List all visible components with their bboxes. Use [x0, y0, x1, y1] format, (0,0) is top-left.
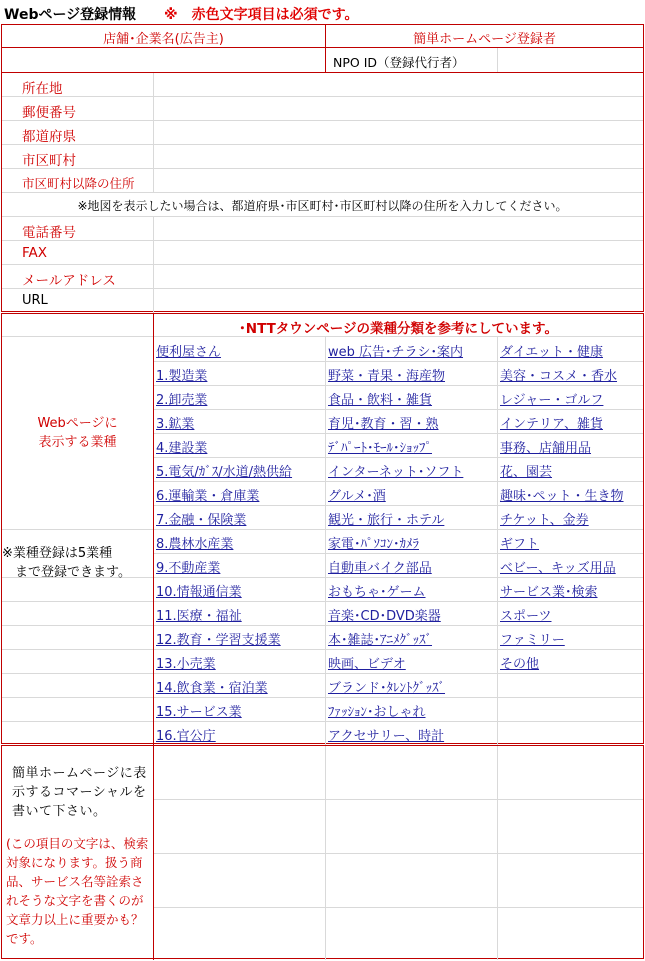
store-name-input[interactable] — [2, 48, 325, 72]
category-link-col2-7[interactable]: グルメ･酒 — [328, 489, 386, 504]
field-label-email: メールアドレス — [22, 273, 116, 289]
field-label-postal-code: 郵便番号 — [22, 105, 76, 121]
category-link-col1-15[interactable]: 14.飲食業・宿泊業 — [156, 681, 268, 696]
category-link-col1-8[interactable]: 7.金融・保険業 — [156, 513, 247, 528]
category-link-col2-17[interactable]: アクセサリー、時計 — [328, 729, 445, 744]
field-label-street-address: 市区町村以降の住所 — [22, 176, 135, 191]
email-input[interactable] — [154, 265, 643, 288]
category-link-col2-2[interactable]: 野菜・青果・海産物 — [328, 369, 446, 384]
category-link-col2-10[interactable]: 自動車バイク部品 — [328, 561, 432, 576]
category-link-col3-5[interactable]: 事務、店舗用品 — [500, 441, 592, 456]
commercial-textarea[interactable] — [154, 746, 643, 958]
category-link-col1-10[interactable]: 9.不動産業 — [156, 561, 221, 576]
commercial-note: (この項目の文字は、検索対象になります。扱う商品、サービス名等詮索されそうな文字を書くのが文章力以上に重要かも？です。 — [6, 836, 149, 946]
field-label-phone: 電話番号 — [22, 225, 76, 241]
category-link-col2-4[interactable]: 育児･教育・習・熟 — [328, 417, 439, 432]
city-input[interactable] — [154, 145, 643, 168]
category-link-col1-6[interactable]: 5.電気/ｶﾞｽ/水道/熱供給 — [156, 465, 293, 480]
address-input[interactable] — [154, 73, 643, 96]
postal-code-input[interactable] — [154, 97, 643, 120]
category-link-col1-16[interactable]: 15.サービス業 — [156, 705, 242, 720]
category-limit-text: ※業種登録は5業種 まで登録できます。 — [2, 546, 131, 580]
simple-hp-registrant-label: 簡単ホームページ登録者 — [413, 32, 556, 47]
category-link-col1-2[interactable]: 1.製造業 — [156, 369, 208, 384]
store-name-label: 店舗･企業名(広告主) — [103, 32, 224, 47]
category-link-col2-3[interactable]: 食品・飲料・雑貨 — [328, 393, 433, 408]
url-input[interactable] — [154, 289, 643, 312]
category-link-col1-13[interactable]: 12.教育・学習支援業 — [156, 633, 281, 648]
field-label-city: 市区町村 — [22, 153, 76, 169]
section-basic-info — [1, 24, 644, 312]
category-limit-note — [2, 544, 153, 582]
category-link-col1-4[interactable]: 3.鉱業 — [156, 417, 195, 432]
field-label-fax: FAX — [22, 245, 48, 261]
category-link-col1-5[interactable]: 4.建設業 — [156, 441, 208, 456]
prefecture-input[interactable] — [154, 121, 643, 144]
category-link-col3-2[interactable]: 美容・コスメ・香水 — [500, 369, 618, 384]
npo-id-label: NPO ID（登録代行者） — [333, 55, 465, 70]
category-link-col3-6[interactable]: 花、園芸 — [500, 465, 553, 480]
category-link-col3-11[interactable]: サービス業･検索 — [500, 585, 598, 600]
section-commercial-text — [1, 745, 644, 959]
category-link-col1-17[interactable]: 16.官公庁 — [156, 729, 216, 744]
category-link-col3-3[interactable]: レジャー・ゴルフ — [500, 393, 604, 408]
category-link-col2-14[interactable]: 映画、ビデオ — [328, 657, 406, 672]
category-link-col3-13[interactable]: ファミリー — [500, 633, 565, 648]
field-label-prefecture: 都道府県 — [22, 129, 76, 145]
category-link-col2-8[interactable]: 観光・旅行・ホテル — [328, 513, 445, 528]
category-link-col3-10[interactable]: ベビー、キッズ用品 — [500, 561, 616, 576]
category-link-col2-11[interactable]: おもちゃ･ゲーム — [328, 585, 426, 600]
category-link-col2-6[interactable]: インターネット･ソフト — [328, 465, 464, 480]
category-link-col2-12[interactable]: 音楽･CD･DVD楽器 — [328, 609, 441, 624]
category-link-col2-16[interactable]: ﾌｧｯｼｮﾝ･おしゃれ — [328, 705, 426, 720]
npo-id-input[interactable] — [498, 48, 643, 72]
required-note: ※ 赤色文字項目は必須です。 — [164, 7, 359, 23]
category-link-col3-1[interactable]: ダイエット・健康 — [500, 345, 603, 360]
category-link-col3-4[interactable]: インテリア、雑貨 — [500, 417, 603, 432]
category-link-col3-7[interactable]: 趣味･ペット・生き物 — [500, 489, 624, 504]
category-link-col1-7[interactable]: 6.運輸業・倉庫業 — [156, 489, 260, 504]
category-link-col3-8[interactable]: チケット、金券 — [500, 513, 589, 528]
category-link-col3-12[interactable]: スポーツ — [500, 609, 552, 624]
category-link-col3-14[interactable]: その他 — [500, 657, 540, 672]
category-link-col1-12[interactable]: 11.医療・福祉 — [156, 609, 242, 624]
street-address-input[interactable] — [154, 169, 643, 192]
field-label-url: URL — [22, 293, 48, 308]
category-link-col1-14[interactable]: 13.小売業 — [156, 657, 216, 672]
fax-input[interactable] — [154, 241, 643, 264]
category-link-col2-5[interactable]: ﾃﾞﾊﾟｰﾄ･ﾓｰﾙ･ｼｮｯﾌﾟ — [328, 441, 432, 456]
field-label-address: 所在地 — [22, 81, 63, 97]
category-link-col2-9[interactable]: 家電･ﾊﾟｿｺﾝ･ｶﾒﾗ — [328, 537, 420, 552]
category-heading: ･NTTタウンページの業種分類を参考にしています。 — [239, 321, 558, 337]
category-link-col2-13[interactable]: 本･雑誌･ｱﾆﾒｸﾞｯｽﾞ — [328, 633, 433, 648]
section-business-category — [1, 313, 644, 744]
category-link-col2-1[interactable]: web 広告･チラシ･案内 — [328, 345, 464, 360]
category-link-col1-11[interactable]: 10.情報通信業 — [156, 585, 242, 600]
form-title: Webページ登録情報 — [4, 7, 137, 23]
web-display-category-text: Webページに 表示する業種 — [37, 416, 118, 450]
category-link-col3-9[interactable]: ギフト — [500, 537, 540, 552]
category-link-col1-9[interactable]: 8.農林水産業 — [156, 537, 234, 552]
phone-input[interactable] — [154, 217, 643, 240]
category-link-col1-1[interactable]: 便利屋さん — [156, 345, 222, 360]
commercial-label: 簡単ホームページに表示するコマーシャルを書いて下さい。 — [12, 766, 147, 819]
web-display-category-label — [2, 414, 153, 452]
map-note: ※地図を表示したい場合は、都道府県･市区町村･市区町村以降の住所を入力してください。 — [77, 199, 568, 213]
category-link-col2-15[interactable]: ブランド･ﾀﾚﾝﾄｸﾞｯｽﾞ — [328, 681, 446, 696]
category-link-col1-3[interactable]: 2.卸売業 — [156, 393, 208, 408]
